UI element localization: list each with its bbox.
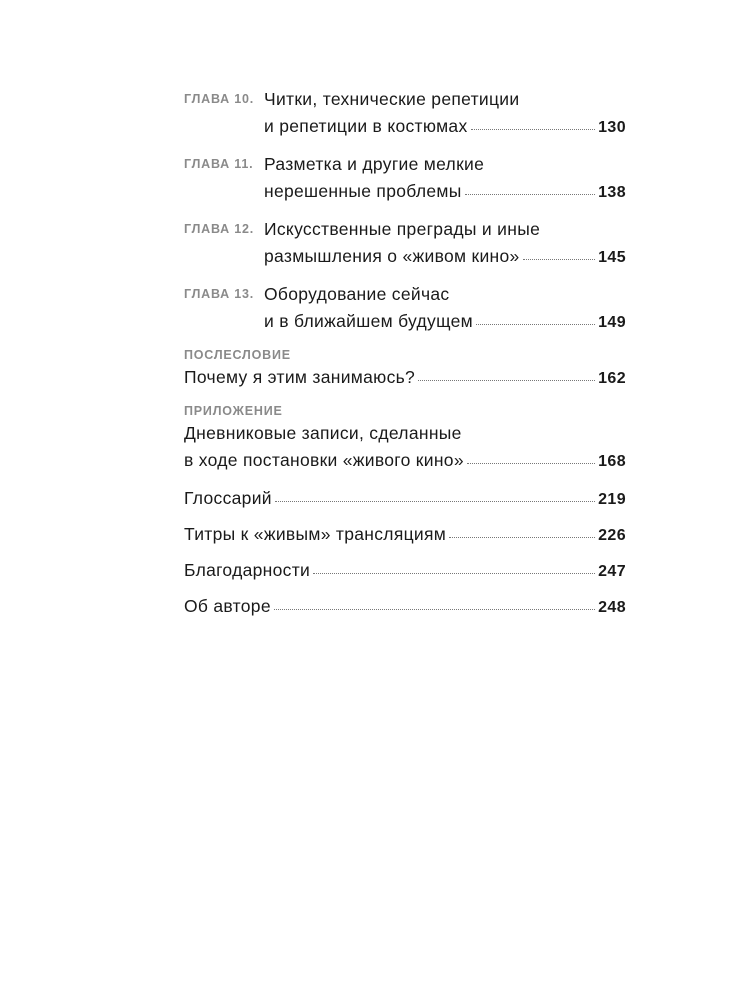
toc-about-author[interactable] bbox=[184, 593, 626, 621]
chapter-title-line2: размышления о «живом кино» bbox=[264, 246, 520, 266]
toc-chapter-13[interactable] bbox=[184, 281, 626, 336]
dot-leader bbox=[418, 379, 595, 381]
dot-leader bbox=[465, 193, 596, 195]
page-number: 248 bbox=[598, 599, 626, 616]
toc-chapter-10[interactable] bbox=[184, 86, 626, 141]
table-of-contents bbox=[184, 86, 626, 629]
page-number: 130 bbox=[598, 119, 626, 136]
chapter-title-line2: нерешенные проблемы bbox=[264, 181, 462, 201]
chapter-label: ГЛАВА 13. bbox=[184, 287, 255, 301]
chapter-title-line1: Искусственные преграды и иные bbox=[264, 219, 541, 239]
entry-title: Благодарности bbox=[184, 560, 311, 580]
dot-leader bbox=[274, 608, 595, 610]
toc-glossary[interactable] bbox=[184, 485, 626, 513]
appendix-title-line1: Дневниковые записи, сделанные bbox=[184, 423, 462, 443]
toc-chapter-12[interactable] bbox=[184, 216, 626, 271]
dot-leader bbox=[523, 258, 596, 260]
toc-credits[interactable] bbox=[184, 521, 626, 549]
dot-leader bbox=[476, 323, 595, 325]
page-number: 247 bbox=[598, 563, 626, 580]
dot-leader bbox=[467, 462, 595, 464]
dot-leader bbox=[471, 128, 596, 130]
page-number: 162 bbox=[598, 370, 626, 387]
dot-leader bbox=[449, 536, 595, 538]
dot-leader bbox=[313, 572, 595, 574]
entry-title: Титры к «живым» трансляциям bbox=[184, 524, 447, 544]
entry-title: Об авторе bbox=[184, 596, 271, 616]
entry-title: Глоссарий bbox=[184, 488, 272, 508]
page-number: 149 bbox=[598, 314, 626, 331]
dot-leader bbox=[275, 500, 595, 502]
toc-afterword[interactable] bbox=[184, 346, 626, 392]
chapter-label: ГЛАВА 12. bbox=[184, 222, 255, 236]
chapter-title-line1: Читки, технические репетиции bbox=[264, 89, 520, 109]
chapter-title-line1: Разметка и другие мелкие bbox=[264, 154, 485, 174]
appendix-title-line2: в ходе постановки «живого кино» bbox=[184, 450, 464, 470]
toc-acknowledgements[interactable] bbox=[184, 557, 626, 585]
page-number: 138 bbox=[598, 184, 626, 201]
toc-appendix[interactable] bbox=[184, 402, 626, 475]
section-label: ПОСЛЕСЛОВИЕ bbox=[184, 348, 291, 362]
page-number: 226 bbox=[598, 527, 626, 544]
chapter-title-line1: Оборудование сейчас bbox=[264, 284, 450, 304]
section-label: ПРИЛОЖЕНИЕ bbox=[184, 404, 283, 418]
page-number: 168 bbox=[598, 453, 626, 470]
afterword-title: Почему я этим занимаюсь? bbox=[184, 367, 416, 387]
page-number: 145 bbox=[598, 249, 626, 266]
chapter-title-line2: и репетиции в костюмах bbox=[264, 116, 468, 136]
chapter-title-line2: и в ближайшем будущем bbox=[264, 311, 473, 331]
toc-chapter-11[interactable] bbox=[184, 151, 626, 206]
chapter-label: ГЛАВА 11. bbox=[184, 157, 254, 171]
page-number: 219 bbox=[598, 491, 626, 508]
chapter-label: ГЛАВА 10. bbox=[184, 92, 255, 106]
